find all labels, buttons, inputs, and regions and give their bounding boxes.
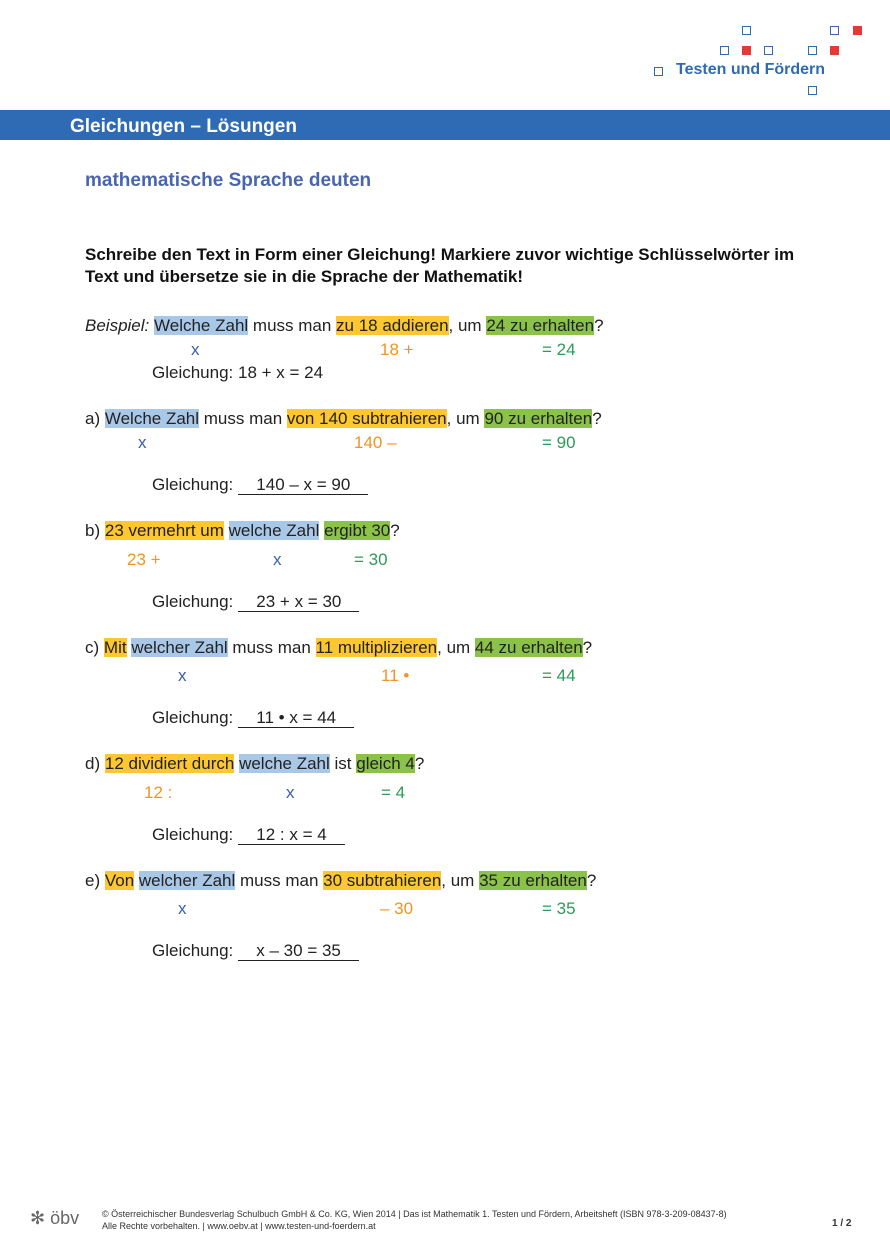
keyword-unknown: Welche Zahl xyxy=(154,316,249,335)
logo-square-icon xyxy=(830,26,839,35)
keyword-operation: zu 18 addieren xyxy=(336,316,449,335)
task-c-question xyxy=(85,638,592,658)
keyword-operation: von 140 subtrahieren xyxy=(286,409,447,428)
translation-unknown: x xyxy=(191,340,200,359)
example-question xyxy=(85,316,604,336)
translation-operation: 11 • xyxy=(381,666,410,685)
logo-square-icon xyxy=(742,26,751,35)
translation-result: = 24 xyxy=(542,340,576,359)
example-label: Beispiel: xyxy=(85,316,150,335)
translation-operation: 140 – xyxy=(354,433,397,452)
keyword-operation: 23 vermehrt um xyxy=(104,521,224,540)
publisher-logo xyxy=(30,1208,79,1229)
task-a-question xyxy=(85,409,602,429)
equation-label: Gleichung: xyxy=(152,941,234,960)
publisher-logo-icon: ✻ xyxy=(30,1208,46,1228)
task-c-equation xyxy=(152,708,354,728)
translation-result: = 4 xyxy=(381,783,406,802)
translation-unknown: x xyxy=(178,666,187,685)
equation-answer: 11 • x = 44 xyxy=(238,709,354,728)
logo-square-icon xyxy=(808,86,817,95)
translation-unknown: x xyxy=(178,899,187,918)
footer-copyright xyxy=(102,1208,727,1232)
equation-value: 18 + x = 24 xyxy=(238,363,324,382)
keyword-result: gleich 4 xyxy=(356,754,415,773)
keyword-operation: Von xyxy=(104,871,135,890)
equation-label: Gleichung: xyxy=(152,475,234,494)
question-text: muss man xyxy=(235,871,324,890)
keyword-operation: Mit xyxy=(103,638,127,657)
task-d-equation xyxy=(152,825,345,845)
task-letter: d) xyxy=(85,754,101,773)
equation-answer: 23 + x = 30 xyxy=(238,593,359,612)
task-letter: c) xyxy=(85,638,100,657)
task-letter: a) xyxy=(85,409,101,428)
question-text: ? xyxy=(592,409,602,428)
instruction-text: Schreibe den Text in Form einer Gleichung! Markiere zuvor wichtige Schlüsselwörter im Text und übersetze sie in die Sprache der Mathematik! xyxy=(85,245,795,286)
logo-square-icon xyxy=(742,46,751,55)
keyword-operation: 11 multiplizieren xyxy=(315,638,438,657)
task-e-equation xyxy=(152,941,359,961)
question-text: ? xyxy=(390,521,400,540)
question-text: ist xyxy=(329,754,357,773)
logo-square-icon xyxy=(654,67,663,76)
question-text xyxy=(224,521,229,540)
keyword-unknown: welcher Zahl xyxy=(138,871,236,890)
equation-answer: 140 – x = 90 xyxy=(238,476,368,495)
footer-line-2: Alle Rechte vorbehalten. | www.oebv.at | www.testen-und-foerdern.at xyxy=(102,1221,376,1231)
example-equation xyxy=(152,363,323,383)
task-letter: b) xyxy=(85,521,101,540)
page-number: 1 / 2 xyxy=(832,1218,852,1229)
logo-square-icon xyxy=(808,46,817,55)
translation-result: = 30 xyxy=(354,550,388,569)
question-text: , um xyxy=(448,316,487,335)
publisher-logo-text: öbv xyxy=(50,1208,80,1228)
keyword-result: 24 zu erhalten xyxy=(486,316,595,335)
translation-result: = 35 xyxy=(542,899,576,918)
question-text: muss man xyxy=(199,409,287,428)
question-text: , um xyxy=(446,409,485,428)
question-text: ? xyxy=(586,871,597,890)
equation-answer: 12 : x = 4 xyxy=(238,826,344,845)
translation-unknown: x xyxy=(273,550,282,569)
logo-square-icon xyxy=(764,46,773,55)
task-b-question xyxy=(85,521,400,541)
logo-square-icon xyxy=(853,26,862,35)
translation-result: = 90 xyxy=(542,433,576,452)
equation-label: Gleichung: xyxy=(152,708,234,727)
keyword-unknown: welche Zahl xyxy=(239,754,330,773)
keyword-operation: 30 subtrahieren xyxy=(323,871,442,890)
equation-label: Gleichung: xyxy=(152,825,234,844)
logo-square-icon xyxy=(720,46,729,55)
logo-square-icon xyxy=(830,46,839,55)
keyword-result: 90 zu erhalten xyxy=(484,409,593,428)
translation-operation: 12 : xyxy=(144,783,173,802)
question-text: ? xyxy=(414,754,425,773)
keyword-operation: 12 dividiert durch xyxy=(104,754,235,773)
keyword-result: 44 zu erhalten xyxy=(474,638,583,657)
equation-answer: x – 30 = 35 xyxy=(238,942,359,961)
section-title: mathematische Sprache deuten xyxy=(85,170,372,191)
translation-operation: 23 + xyxy=(127,550,161,569)
translation-result: = 44 xyxy=(542,666,576,685)
footer-line-1: © Österreichischer Bundesverlag Schulbuch GmbH & Co. KG, Wien 2014 | Das ist Mathematik 1. Testen und Fördern, Arbeitsheft (ISBN 978-3-209-08437-8) xyxy=(102,1209,727,1219)
question-text: muss man xyxy=(248,316,337,335)
task-b-equation xyxy=(152,592,359,612)
keyword-result: 35 zu erhalten xyxy=(479,871,587,890)
task-d-question xyxy=(85,754,424,774)
equation-label: Gleichung: xyxy=(152,592,234,611)
keyword-unknown: Welche Zahl xyxy=(104,409,200,428)
question-text: muss man xyxy=(227,638,316,657)
keyword-unknown: welcher Zahl xyxy=(131,638,228,657)
page-title: Gleichungen – Lösungen xyxy=(70,116,297,137)
question-text: ? xyxy=(582,638,593,657)
translation-operation: 18 + xyxy=(380,340,414,359)
translation-unknown: x xyxy=(286,783,295,802)
keyword-result: ergibt 30 xyxy=(324,521,391,540)
question-text: , um xyxy=(441,871,480,890)
keyword-unknown: welche Zahl xyxy=(228,521,320,540)
task-letter: e) xyxy=(85,871,101,890)
equation-label: Gleichung: xyxy=(152,363,234,382)
task-e-question xyxy=(85,871,596,891)
translation-operation: – 30 xyxy=(380,899,414,918)
question-text: ? xyxy=(594,316,604,335)
task-a-equation xyxy=(152,475,368,495)
translation-unknown: x xyxy=(138,433,147,452)
question-text: , um xyxy=(437,638,475,657)
logo-text: Testen und Fördern xyxy=(676,61,826,78)
